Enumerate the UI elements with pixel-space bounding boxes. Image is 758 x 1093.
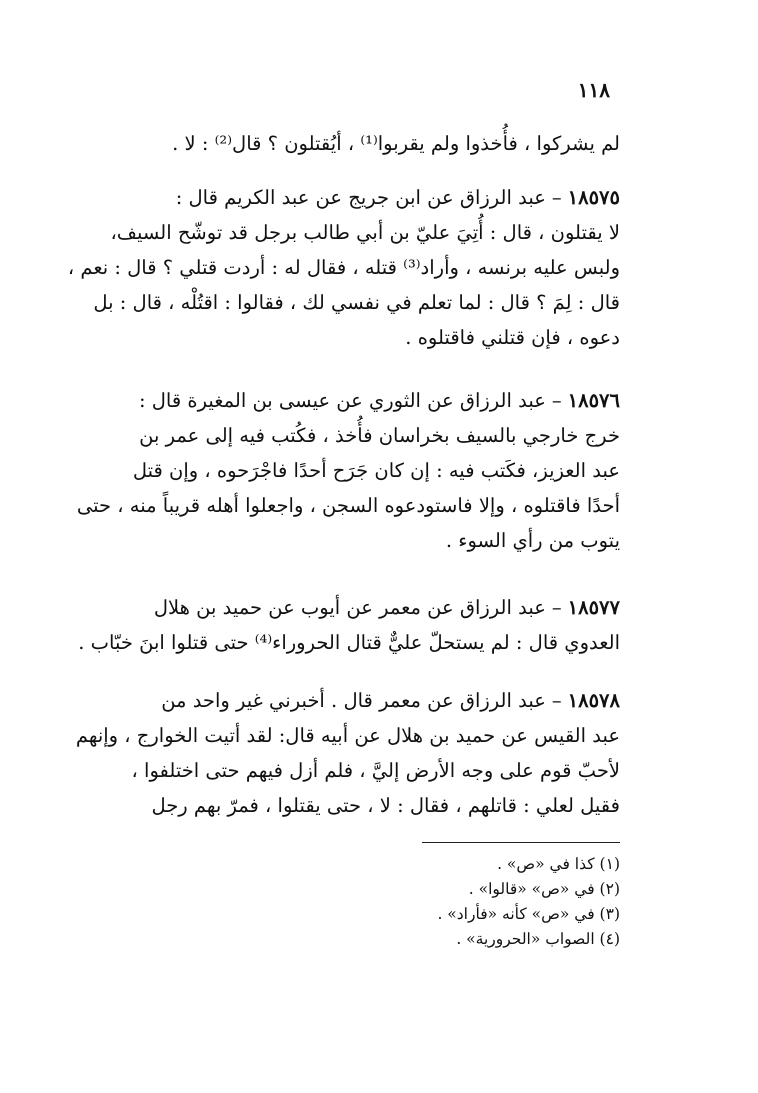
entry-number: ١٨٥٧٥ [567,186,620,209]
entry-line: يتوب من رأي السوء . [445,529,620,552]
footnote-divider [422,842,620,843]
hadith-entry-18578 [75,683,620,823]
hadith-entry-18576 [76,383,620,558]
entry-line: العدوي قال : لم يستحلّ عليٌّ قتال الحروراء⁽⁴⁾ حتى قتلوا ابنَ خبّاب . [78,631,620,654]
entry-number: ١٨٥٧٨ [567,689,620,712]
entry-first-line: ١٨٥٧٥–عبد الرزاق عن ابن جريج عن عبد الكريم قال : [175,186,620,209]
entry-line: عبد العزيز، فكَتب فيه : إن كان جَرَح أحدًا فاجْرَحوه ، وإن قتل [132,459,620,482]
entry-line-text: عبد الرزاق عن الثوري عن عيسى بن المغيرة قال : [138,389,546,412]
entry-line: أحدًا فاقتلوه ، وإلا فاستودعوه السجن ، واجعلوا أهله قريباً منه ، حتى [76,494,620,517]
hadith-entry-18577 [78,590,620,660]
entry-line: قال : لِمَ ؟ قال : لما تعلم في نفسي لك ، فقالوا : اقتُلْه ، قال : بل [93,291,620,314]
intro-line: لم يشركوا ، فأُخذوا ولم يقربوا⁽¹⁾ ، أيُقتلون ؟ قال⁽²⁾ : لا . [172,132,620,155]
entry-line: لا يقتلون ، قال : أُتِيَ عليّ بن أبي طالب برجل قد توشّح السيف، [110,221,620,244]
entry-line: فقيل لعلي : قاتلهم ، فقال : لا ، حتى يقتلوا ، فمرّ بهم رجل [151,794,620,817]
hadith-entry-18575 [67,180,620,355]
page-number: ١١٨ [577,78,610,102]
entry-line-text: عبد الرزاق عن ابن جريج عن عبد الكريم قال : [175,186,546,209]
entry-line-text: عبد الرزاق عن معمر عن أيوب عن حميد بن هلال [153,596,546,619]
intro-paragraph [130,126,620,161]
entry-line: خرج خارجي بالسيف بخراسان فأُخذ ، فكُتب فيه إلى عمر بن [139,424,620,447]
entry-line: ولبس عليه برنسه ، وأراد⁽³⁾ قتله ، فقال له : أردت قتلي ؟ قال : نعم ، [67,256,620,279]
footnotes [320,852,620,952]
footnote: (١) كذا في «ص» . [497,855,620,873]
entry-line: عبد القيس عن حميد بن هلال عن أبيه قال: لقد أتيت الخوارج ، وإنهم [75,724,620,747]
entry-line: لأحبّ قوم على وجه الأرض إليَّ ، فلم أزل فيهم حتى اختلفوا ، [131,759,620,782]
entry-first-line: ١٨٥٧٦–عبد الرزاق عن الثوري عن عيسى بن المغيرة قال : [138,389,620,412]
entry-number: ١٨٥٧٧ [567,596,620,619]
footnote: (٤) الصواب «الحرورية» . [456,930,620,948]
footnote: (٣) في «ص» كأنه «فأراد» . [437,905,620,923]
entry-line: دعوه ، فإن قتلني فاقتلوه . [405,326,620,349]
footnote: (٢) في «ص» «قالوا» . [468,880,620,898]
entry-number: ١٨٥٧٦ [567,389,620,412]
entry-first-line: ١٨٥٧٧–عبد الرزاق عن معمر عن أيوب عن حميد بن هلال [153,596,620,619]
entry-first-line: ١٨٥٧٨–عبد الرزاق عن معمر قال . أخبرني غير واحد من [161,689,620,712]
entry-line-text: عبد الرزاق عن معمر قال . أخبرني غير واحد من [161,689,546,712]
